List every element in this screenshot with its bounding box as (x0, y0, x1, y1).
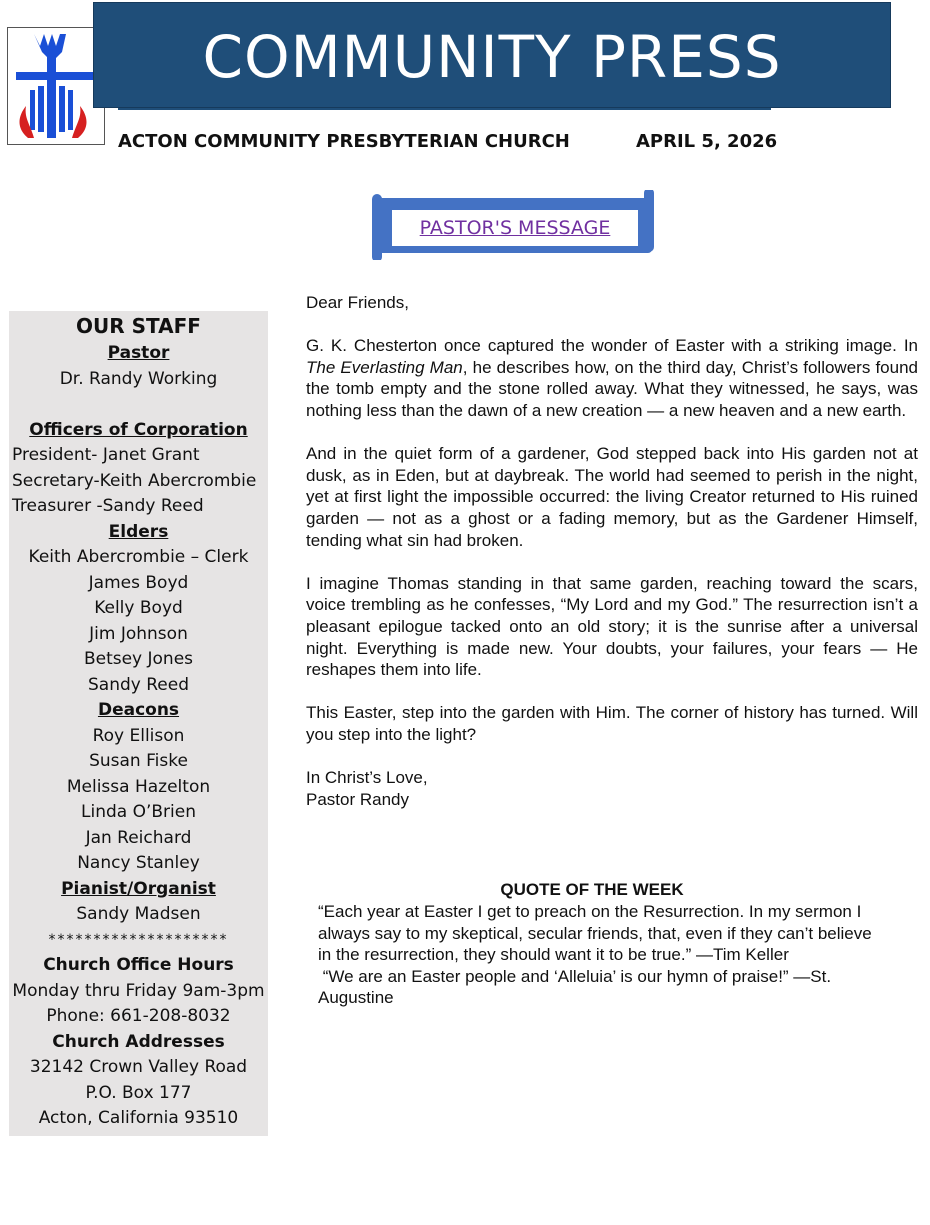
elders-heading: Elders (108, 521, 169, 542)
pastor-name: Dr. Randy Working (59, 368, 218, 389)
staff-sidebar (9, 311, 268, 1136)
elder-item: Keith Abercrombie – Clerk (28, 547, 249, 567)
officer-president: President- Janet Grant (12, 445, 200, 465)
officer-treasurer: Treasurer -Sandy Reed (12, 496, 204, 516)
letter-p1-end: , he describes how, on the third day, Christ’s followers found the tomb empty and the stone rolled away. What they witnessed, he says, was nothing less than the dawn of a new creation — a new heaven and a new earth. (306, 357, 918, 420)
phone-number: Phone: 661-208-8032 (46, 1006, 231, 1026)
elder-item: Jim Johnson (89, 623, 188, 644)
letter-paragraph: I imagine Thomas standing in that same garden, reaching toward the scars, voice trembling as he confesses, “My Lord and my God.” The resurrection isn’t a pleasant epilogue tacked onto an old story; it is the sunrise after a universal night. Everything is made new. Your doubts, your failures, your fears — He reshapes them into life. (306, 573, 918, 680)
deacon-item: Susan Fiske (89, 751, 188, 771)
office-hours: Monday thru Friday 9am-3pm (12, 980, 265, 1001)
deacons-heading: Deacons (97, 700, 180, 720)
letter-paragraph: And in the quiet form of a gardener, God stepped back into His garden not at dusk, as in Eden, but at daybreak. The world had seemed to perish in the night, yet at first light the impossible occurred: the living Creator returned to His ruined garden — not as a ghost or a fading memory, but as the Gardener Himself, tending what sin had broken. (306, 444, 918, 550)
banner-underline (118, 108, 771, 110)
spacer (9, 392, 268, 418)
officers-heading: Officers of Corporation (29, 419, 248, 440)
pianist-name: Sandy Madsen (76, 904, 201, 924)
pianist-heading: Pianist/Organist (61, 878, 216, 899)
quote-body (318, 901, 878, 1009)
officer-secretary: Secretary-Keith Abercrombie (12, 470, 257, 491)
quote-augustine: “We are an Easter people and ‘Alleluia’ is our hymn of praise!” —St. Augustine (318, 966, 835, 1008)
letter-closing: In Christ’s Love, (306, 768, 428, 788)
issue-date: APRIL 5, 2026 (636, 131, 778, 152)
letter-p1-start: G. K. Chesterton once captured the wonder of Easter with a striking image. In (306, 336, 918, 356)
divider-stars: ******************** (48, 931, 229, 948)
quote-keller: “Each year at Easter I get to preach on the Resurrection. In my sermon I always say to my skeptical, secular friends, that, even if they can’t believe in the resurrection, they should want it to be true.” —Tim Keller (318, 902, 872, 965)
letter-paragraph (306, 335, 918, 421)
deacon-item: Jan Reichard (85, 827, 192, 848)
quote-heading: QUOTE OF THE WEEK (500, 880, 684, 899)
office-hours-heading: Church Office Hours (43, 955, 234, 975)
address-street: 32142 Crown Valley Road (29, 1057, 248, 1077)
letter-greeting: Dear Friends, (306, 293, 409, 312)
elder-item: Kelly Boyd (94, 598, 183, 618)
pastor-heading: Pastor (107, 343, 170, 363)
elder-item: Sandy Reed (88, 674, 189, 695)
deacon-item: Roy Ellison (92, 725, 185, 746)
pastor-letter (306, 292, 918, 810)
book-title: The Everlasting Man (306, 357, 463, 377)
letter-signature: Pastor Randy (306, 789, 409, 809)
presbyterian-cross-icon (8, 28, 104, 144)
elder-item: James Boyd (88, 572, 189, 593)
deacon-item: Nancy Stanley (77, 853, 200, 873)
newsletter-title: COMMUNITY PRESS (202, 23, 782, 91)
staff-title: OUR STAFF (76, 314, 201, 338)
section-label-box (392, 210, 638, 246)
deacon-item: Linda O’Brien (81, 802, 196, 822)
section-label-link[interactable]: PASTOR'S MESSAGE (419, 217, 611, 239)
section-scroll-banner (372, 190, 655, 260)
letter-paragraph: This Easter, step into the garden with Him. The corner of history has turned. Will you step into the light? (306, 703, 918, 744)
church-logo (7, 27, 105, 145)
deacon-item: Melissa Hazelton (66, 776, 211, 797)
addresses-heading: Church Addresses (52, 1031, 225, 1052)
address-city: Acton, California 93510 (38, 1108, 239, 1128)
elder-item: Betsey Jones (83, 649, 194, 669)
address-po-box: P.O. Box 177 (85, 1082, 192, 1103)
masthead-banner (93, 2, 891, 108)
church-name: ACTON COMMUNITY PRESBYTERIAN CHURCH (118, 131, 570, 152)
